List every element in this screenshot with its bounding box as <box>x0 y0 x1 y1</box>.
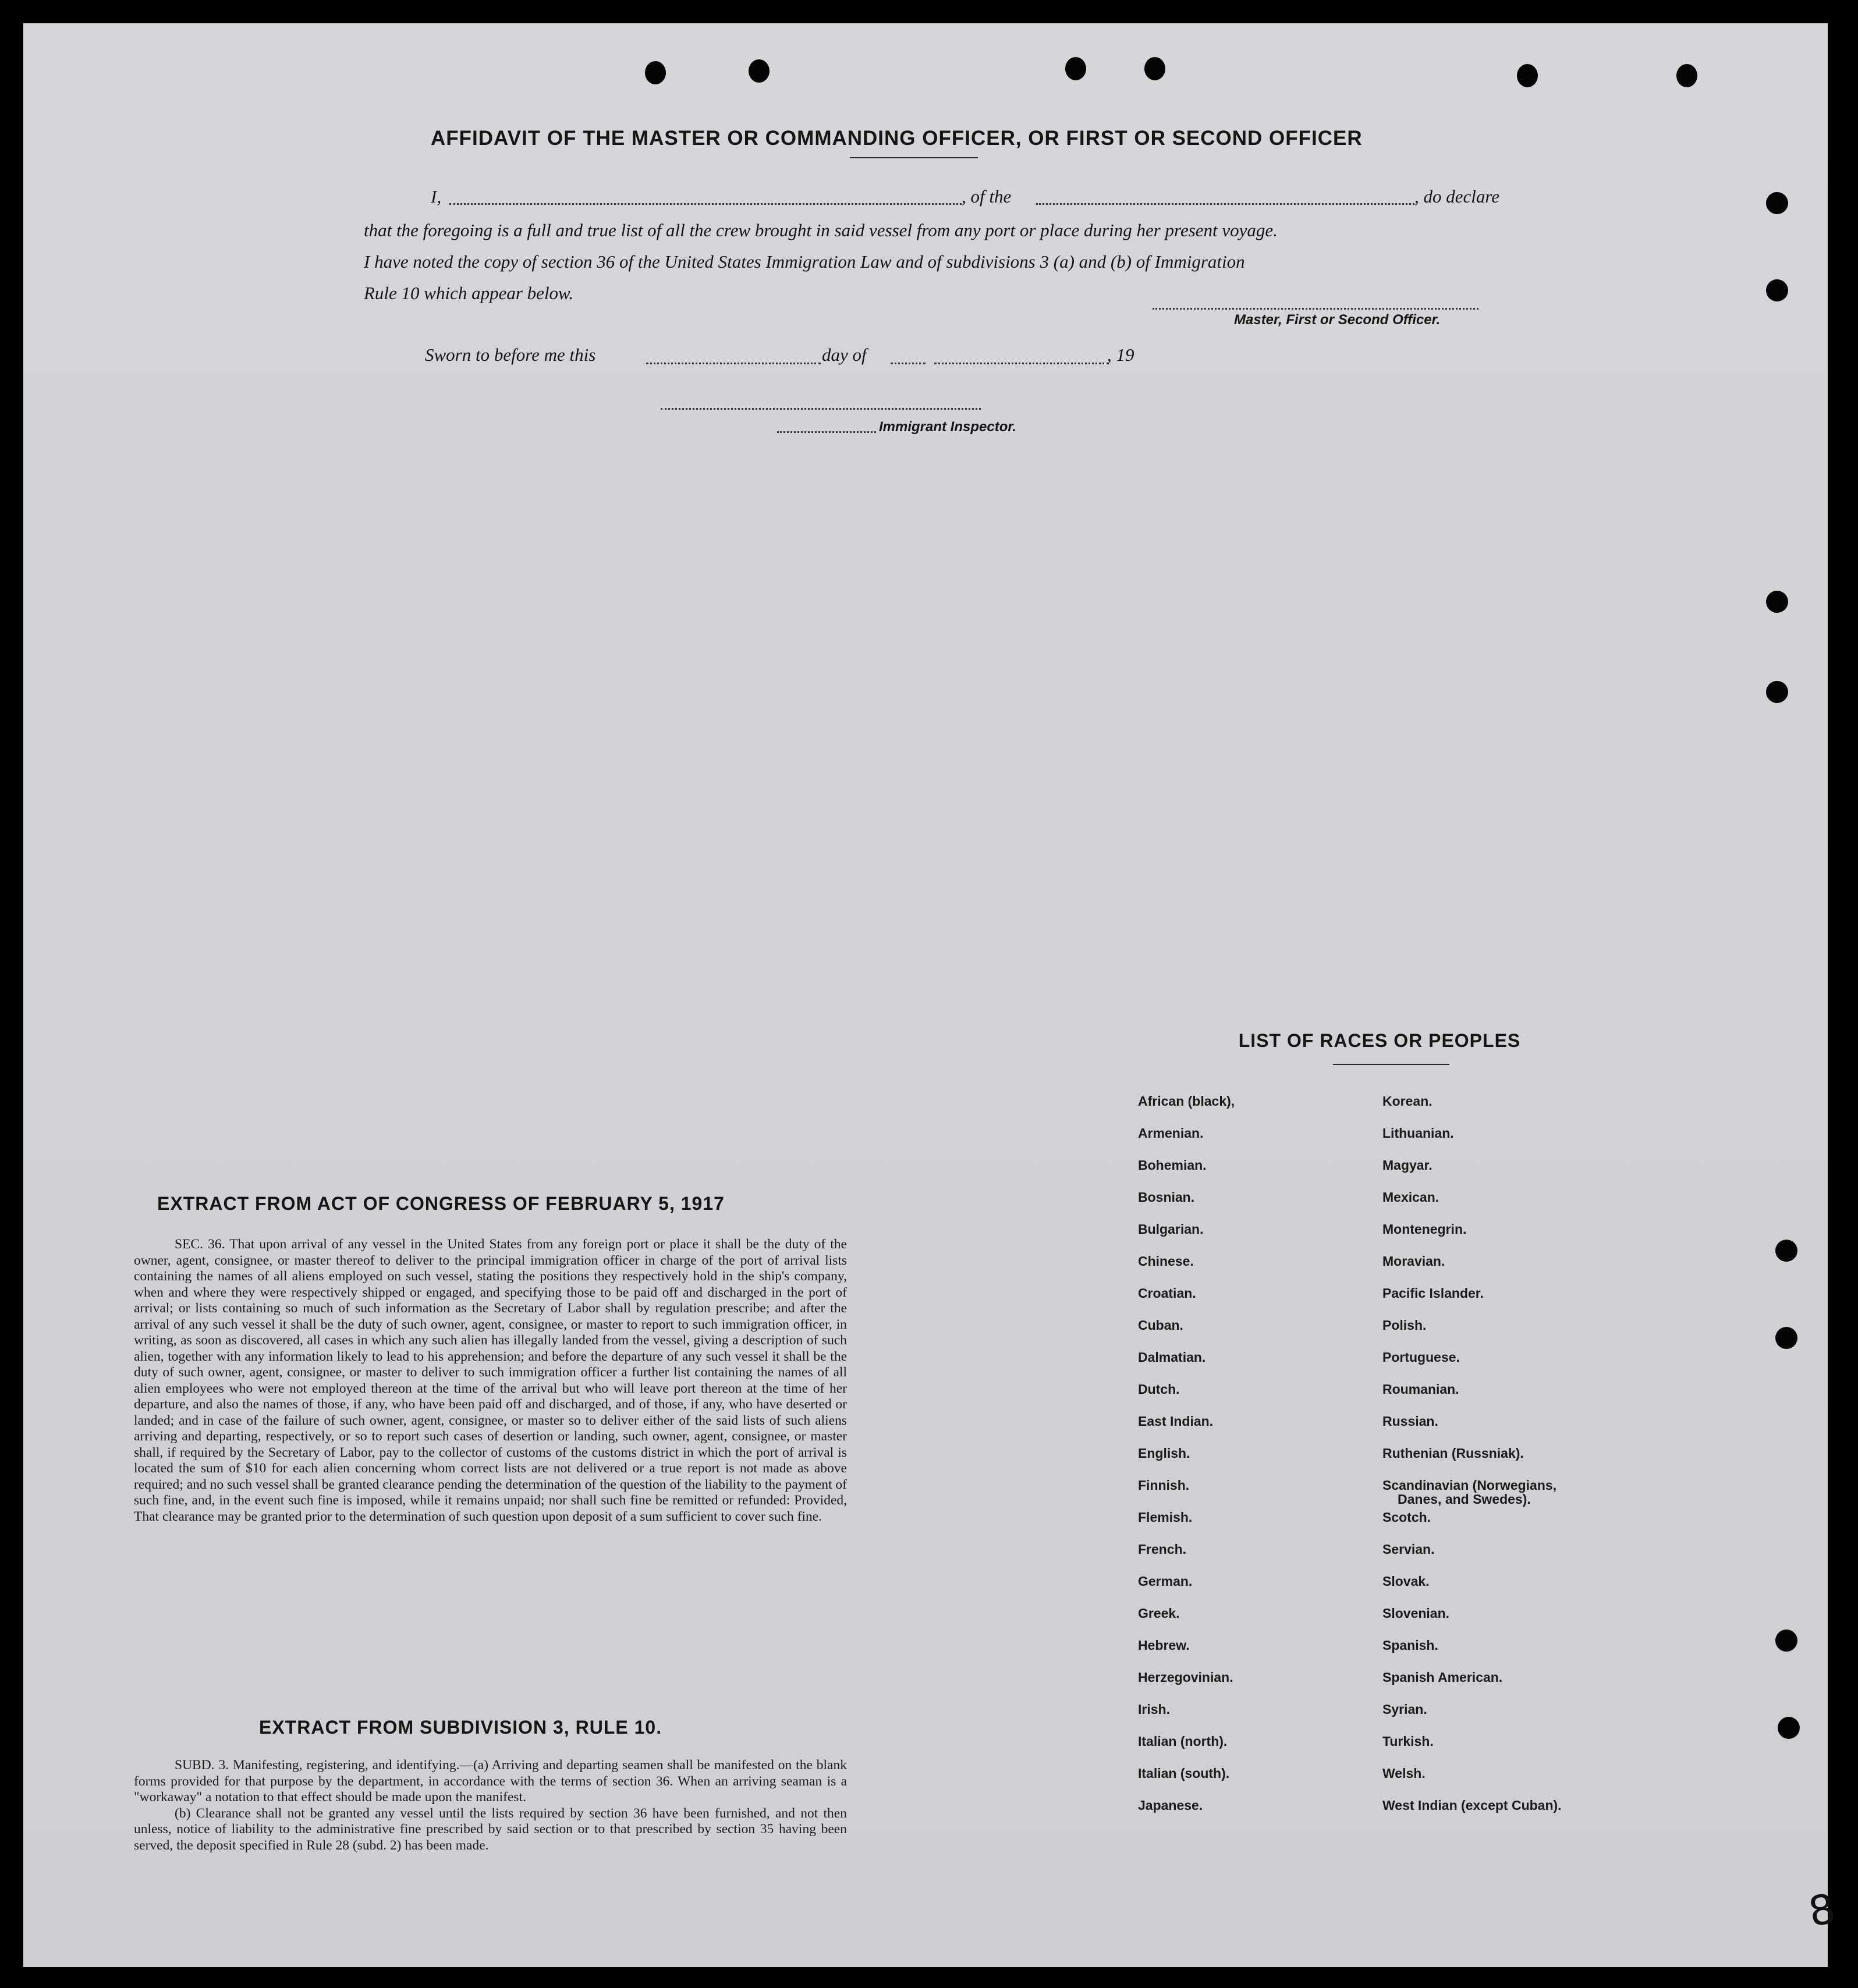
affidavit-title: AFFIDAVIT OF THE MASTER OR COMMANDING OFFICER, OR FIRST OR SECOND OFFICER <box>431 127 1363 150</box>
punch-hole <box>1676 64 1697 87</box>
affidavit-line-1-prefix: I, <box>431 186 442 207</box>
race-item: Hebrew. <box>1138 1638 1190 1653</box>
race-item: Finnish. <box>1138 1478 1190 1493</box>
race-item: Servian. <box>1382 1542 1435 1557</box>
race-item: Welsh. <box>1382 1766 1426 1781</box>
affidavit-line-1-of: , of the <box>962 186 1012 207</box>
affidavit-line-4: Rule 10 which appear below. <box>364 283 574 303</box>
race-item: Magyar. <box>1382 1158 1432 1173</box>
race-item: Cuban. <box>1138 1318 1183 1333</box>
inspector-signature-line <box>661 407 981 410</box>
races-title-underline <box>1333 1064 1449 1065</box>
subdivision-a-paragraph: SUBD. 3. Manifesting, registering, and identifying.—(a) Arriving and departing seamen shall be manifested on the blank forms provided for that purpose by the department, in accordance with the terms of section 36. When an arriving seaman is a "workaway" a notation to that effect should be made upon the manifest. <box>134 1758 847 1805</box>
master-caption: Master, First or Second Officer. <box>1234 312 1441 328</box>
race-item: Italian (north). <box>1138 1734 1228 1749</box>
race-item: Scandinavian (Norwegians, Danes, and Swedes). <box>1382 1478 1557 1507</box>
day-blank <box>646 362 821 364</box>
race-item: Spanish. <box>1382 1638 1438 1653</box>
race-item: German. <box>1138 1574 1193 1589</box>
race-item: Italian (south). <box>1138 1766 1230 1781</box>
race-item: Portuguese. <box>1382 1350 1460 1365</box>
race-item: Slovenian. <box>1382 1606 1450 1621</box>
race-item: Chinese. <box>1138 1254 1194 1269</box>
punch-hole <box>1144 57 1165 80</box>
race-item: Ruthenian (Russniak). <box>1382 1446 1524 1461</box>
race-item: African (black), <box>1138 1094 1235 1109</box>
punch-hole <box>1065 57 1086 80</box>
punch-hole <box>1766 591 1788 613</box>
race-item: Bohemian. <box>1138 1158 1207 1173</box>
race-item: Bosnian. <box>1138 1190 1195 1205</box>
section-36-text <box>134 1237 847 1525</box>
margin-mark: 8 <box>1804 1884 1839 1936</box>
section-36-paragraph: SEC. 36. That upon arrival of any vessel in the United States from any foreign port or place it shall be the duty of the owner, agent, consignee, or master thereof to deliver to the principal immigration officer in charge of the port of arrival lists containing the names of all aliens employed on such vessel, stating the positions they respectively hold in the ship's company, when and where they were respectively shipped or engaged, and specifying those to be paid off and discharged in the port of arrival; or lists containing so much of such information as the Secretary of Labor shall by regulation prescribe; and after the arrival of any such vessel it shall be the duty of such owner, agent, consignee, or master to report to such immigration officer, in writing, as soon as discovered, all cases in which any such alien has illegally landed from the vessel, giving a description of such alien, together with any information likely to lead to his apprehension; and before the departure of any such vessel it shall be the duty of such owner, agent, consignee, or master to deliver to such immigration officer a further list containing the names of all alien employees who were not employed thereon at the time of the arrival but who will leave port thereon at the time of her departure, and also the names of those, if any, who have been paid off and discharged, and of those, if any, who have deserted or landed; and in case of the failure of such owner, agent, consignee, or master so to deliver either of the said lists of such aliens arriving and departing, respectively, or so to report such cases of desertion or landing, such owner, agent, consignee, or master shall, if required by the Secretary of Labor, pay to the collector of customs of the customs district in which the port of arrival is located the sum of $10 for each alien concerning whom correct lists are not delivered or a true report is not made as above required; and no such vessel shall be granted clearance pending the determination of the question of the liability to the payment of such fine, and, in the event such fine is imposed, while it remains unpaid; nor shall such fine be remitted or refunded: Provided, That clearance may be granted prior to the determination of such question upon deposit of a sum sufficient to cover such fine. <box>134 1237 847 1524</box>
title-underline <box>850 157 978 158</box>
inspector-signature-line-2 <box>777 431 876 433</box>
race-item: Mexican. <box>1382 1190 1439 1205</box>
punch-hole <box>1778 1717 1800 1739</box>
race-item: Scotch. <box>1382 1510 1431 1525</box>
race-item: Spanish American. <box>1382 1670 1503 1685</box>
name-blank <box>449 203 962 205</box>
affidavit-line-2: that the foregoing is a full and true list of all the crew brought in said vessel from any port or place during her present voyage. <box>364 220 1278 240</box>
race-item: Montenegrin. <box>1382 1222 1467 1237</box>
punch-hole <box>1766 681 1788 703</box>
race-item: English. <box>1138 1446 1190 1461</box>
race-item: Japanese. <box>1138 1798 1203 1813</box>
race-item: Moravian. <box>1382 1254 1445 1269</box>
subdivision-b-paragraph: (b) Clearance shall not be granted any vessel until the lists required by section 36 have been furnished, and not then unless, notice of liability to the administrative fine prescribed by said section or to that prescribed by section 35 having been served, the deposit specified in Rule 28 (subd. 2) has been made. <box>134 1805 847 1853</box>
race-item: Syrian. <box>1382 1702 1427 1717</box>
punch-hole <box>1775 1630 1797 1652</box>
race-item: Lithuanian. <box>1382 1126 1454 1141</box>
sworn-prefix: Sworn to before me this <box>425 345 596 365</box>
vessel-blank <box>1036 203 1414 205</box>
race-item: Dalmatian. <box>1138 1350 1206 1365</box>
inspector-caption: Immigrant Inspector. <box>879 419 1017 435</box>
race-item: Herzegovinian. <box>1138 1670 1233 1685</box>
punch-hole <box>1517 64 1538 87</box>
punch-hole <box>645 61 666 84</box>
document-page <box>23 23 1839 1967</box>
race-item: Greek. <box>1138 1606 1180 1621</box>
race-item: Croatian. <box>1138 1286 1196 1301</box>
rule-extract-title: EXTRACT FROM SUBDIVISION 3, RULE 10. <box>259 1717 662 1738</box>
race-item: Bulgarian. <box>1138 1222 1204 1237</box>
race-item: Irish. <box>1138 1702 1170 1717</box>
act-extract-title: EXTRACT FROM ACT OF CONGRESS OF FEBRUARY 5, 1917 <box>157 1193 725 1214</box>
month-blank <box>891 362 926 364</box>
punch-hole <box>1766 279 1788 301</box>
race-item: Turkish. <box>1382 1734 1434 1749</box>
punch-hole <box>1766 192 1788 214</box>
race-item: Armenian. <box>1138 1126 1204 1141</box>
race-item: Slovak. <box>1382 1574 1430 1589</box>
sworn-day-of: day of <box>822 345 867 365</box>
race-item: Dutch. <box>1138 1382 1180 1397</box>
race-item: French. <box>1138 1542 1187 1557</box>
punch-hole <box>749 59 770 83</box>
master-signature-line <box>1153 307 1478 310</box>
race-item: Pacific Islander. <box>1382 1286 1484 1301</box>
race-item: Polish. <box>1382 1318 1427 1333</box>
race-item-continuation: Danes, and Swedes). <box>1398 1492 1531 1507</box>
race-item: East Indian. <box>1138 1414 1214 1429</box>
punch-hole <box>1775 1240 1797 1262</box>
races-list-title: LIST OF RACES OR PEOPLES <box>1238 1030 1521 1051</box>
race-item: Roumanian. <box>1382 1382 1459 1397</box>
race-item: Flemish. <box>1138 1510 1193 1525</box>
race-item: Korean. <box>1382 1094 1432 1109</box>
affidavit-line-1-declare: , do declare <box>1414 186 1500 207</box>
month-blank-2 <box>934 362 1109 364</box>
affidavit-line-3: I have noted the copy of section 36 of the United States Immigration Law and of subdivisions 3 (a) and (b) of Immigration <box>364 251 1245 272</box>
punch-hole <box>1775 1327 1797 1349</box>
sworn-year: , 19 <box>1107 345 1134 365</box>
race-item: Russian. <box>1382 1414 1438 1429</box>
race-item: West Indian (except Cuban). <box>1382 1798 1562 1813</box>
rule-10-text <box>134 1758 847 1854</box>
